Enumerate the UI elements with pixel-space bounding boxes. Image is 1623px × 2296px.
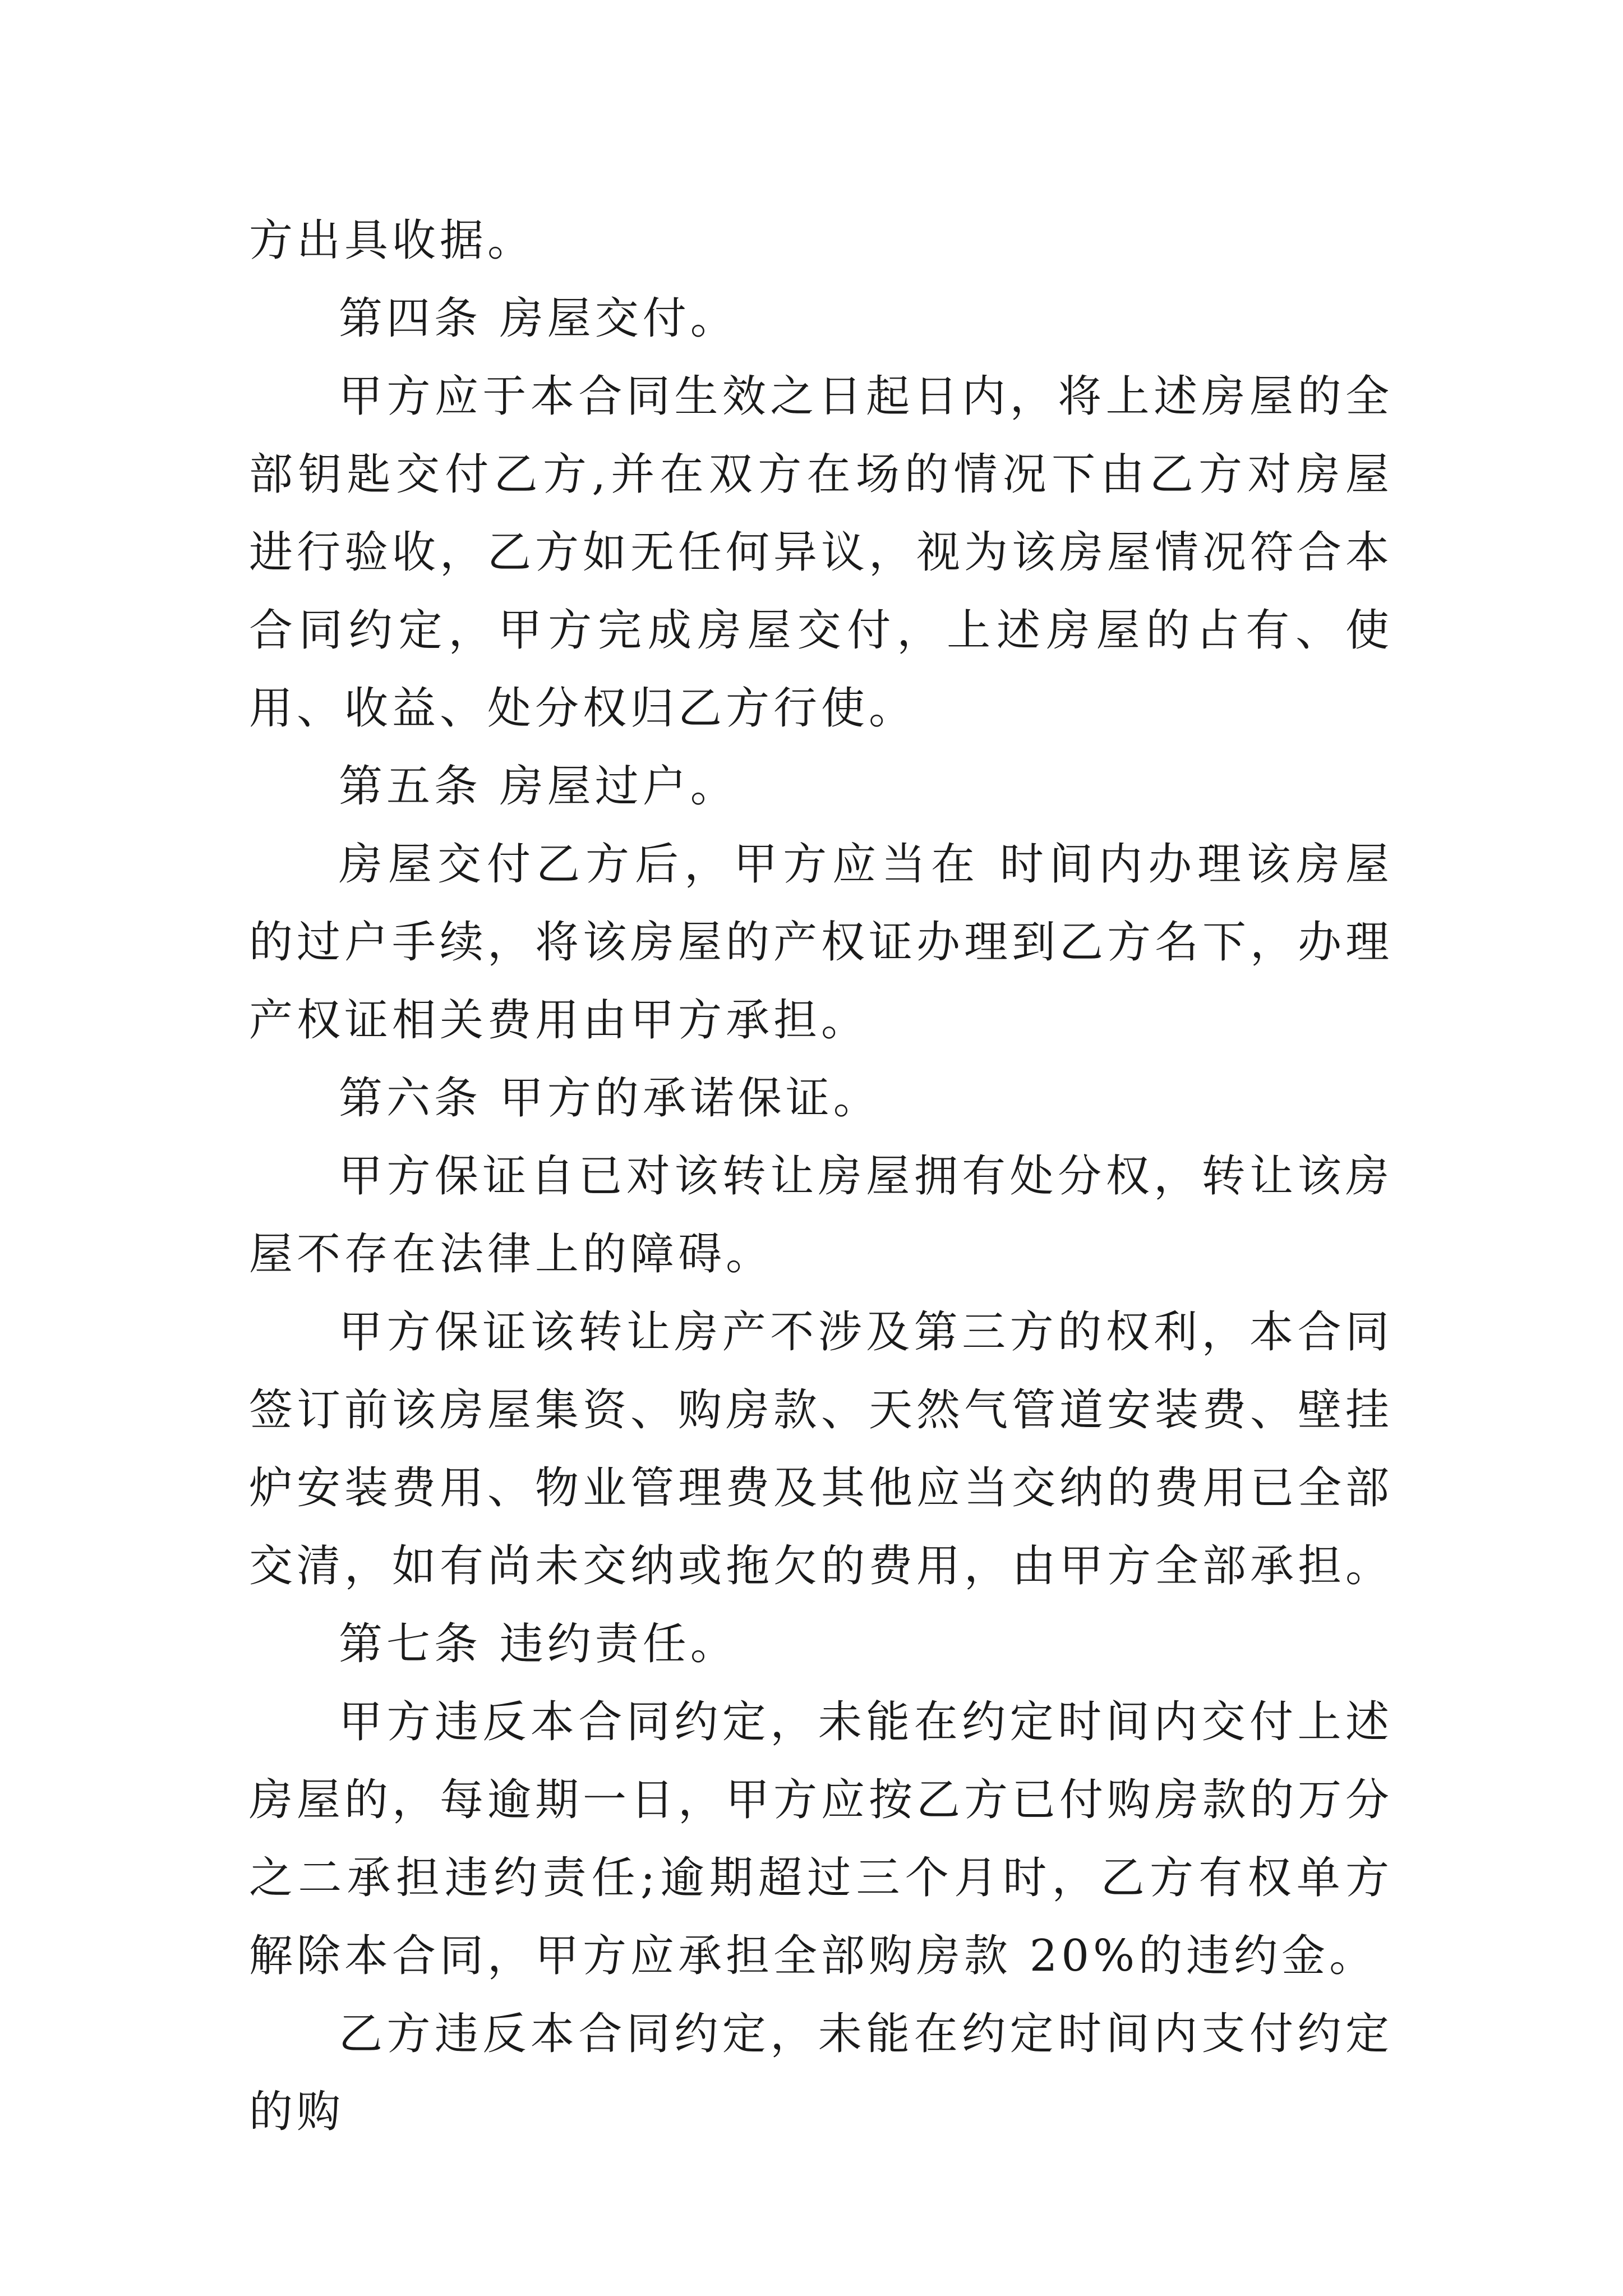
article-6-body-2: 甲方保证该转让房产不涉及第三方的权利，本合同签订前该房屋集资、购房款、天然气管道安装费、壁挂炉安装费用、物业管理费及其他应当交纳的费用已全部交清，如有尚未交纳或拖欠的费用，由甲方全部承担。 (249, 1307, 1394, 1591)
article-5-heading: 第五条 房屋过户。 (339, 761, 738, 812)
article-6-body-1: 甲方保证自已对该转让房屋拥有处分权，转让该房屋不存在法律上的障碍。 (249, 1151, 1393, 1280)
article-5-body: 房屋交付乙方后，甲方应当在 时间内办理该房屋的过户手续，将该房屋的产权证办理到乙方名下，办理产权证相关费用由甲方承担。 (249, 839, 1394, 1046)
article-7-body-1: 甲方违反本合同约定，未能在约定时间内交付上述房屋的，每逾期一日，甲方应按乙方已付购房款的万分之二承担违约责任;逾期超过三个月时，乙方有权单方解除本合同，甲方应承担全部购房款 20%的违约金。 (249, 1697, 1394, 1981)
article-4-body: 甲方应于本合同生效之日起日内，将上述房屋的全部钥匙交付乙方,并在双方在场的情况下由乙方对房屋进行验收，乙方如无任何异议，视为该房屋情况符合本合同约定，甲方完成房屋交付，上述房屋的占有、使用、收益、处分权归乙方行使。 (249, 371, 1394, 734)
paragraph-continuation: 方出具收据。 (249, 215, 536, 266)
document-body (249, 202, 1393, 2151)
article-7-body-2: 乙方违反本合同约定，未能在约定时间内支付约定的购 (249, 2009, 1393, 2137)
article-6-heading: 第六条 甲方的承诺保证。 (339, 1073, 881, 1124)
article-4-heading: 第四条 房屋交付。 (339, 293, 738, 344)
article-7-heading: 第七条 违约责任。 (339, 1619, 738, 1669)
